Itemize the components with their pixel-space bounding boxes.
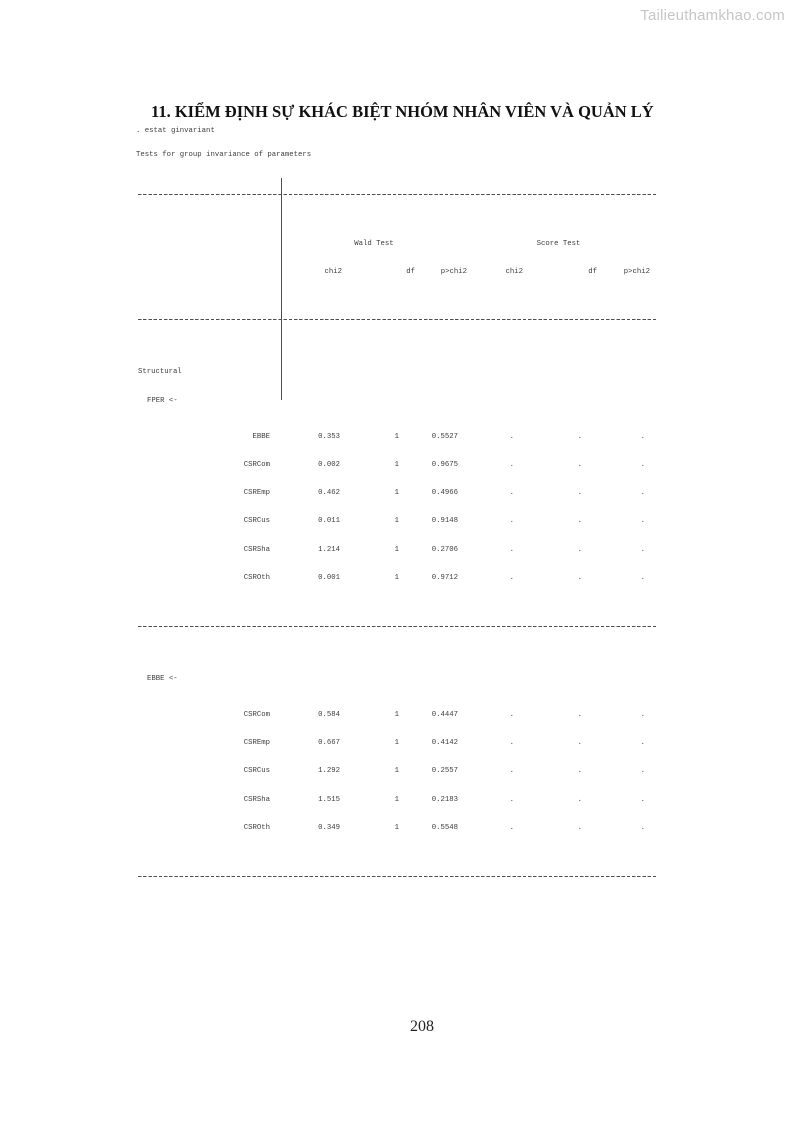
cell-score-p: . xyxy=(640,739,645,748)
cell-wald-p: 0.4142 xyxy=(431,739,458,748)
cell-wald-chi2: 0.462 xyxy=(318,489,340,498)
cell-wald-df: 1 xyxy=(394,767,399,776)
cell-wald-df: 1 xyxy=(394,517,399,526)
cell-wald-chi2: 0.349 xyxy=(318,823,340,832)
cell-wald-chi2: 0.002 xyxy=(318,460,340,469)
cell-score-p: . xyxy=(640,573,645,582)
cell-score-chi2: . xyxy=(509,573,514,582)
table-row xyxy=(138,459,658,471)
cell-score-df: . xyxy=(577,739,582,748)
cell-score-df: . xyxy=(577,545,582,554)
table-row xyxy=(138,709,658,721)
cell-wald-df: 1 xyxy=(394,795,399,804)
cell-score-p: . xyxy=(640,460,645,469)
table-bottom-rule xyxy=(138,876,658,877)
cell-wald-df: 1 xyxy=(394,739,399,748)
cell-score-df: . xyxy=(577,711,582,720)
cell-score-p: . xyxy=(640,711,645,720)
cell-wald-p: 0.2183 xyxy=(431,795,458,804)
cell-wald-chi2: 0.584 xyxy=(318,711,340,720)
equation-heading-row xyxy=(138,395,658,407)
cell-score-chi2: . xyxy=(509,823,514,832)
row-label: CSRSha xyxy=(243,795,270,804)
cell-wald-p: 0.2557 xyxy=(431,767,458,776)
row-label: CSREmp xyxy=(243,489,270,498)
cell-wald-p: 0.2706 xyxy=(431,545,458,554)
group-header-row xyxy=(138,238,658,250)
cell-wald-p: 0.4966 xyxy=(431,489,458,498)
table-row xyxy=(138,431,658,443)
cell-score-chi2: . xyxy=(509,795,514,804)
table-vertical-rule xyxy=(281,178,282,400)
row-label: EBBE xyxy=(252,432,270,441)
cell-wald-chi2: 1.515 xyxy=(318,795,340,804)
table-row xyxy=(138,737,658,749)
cell-score-chi2: . xyxy=(509,432,514,441)
page-number: 208 xyxy=(410,1018,434,1035)
cell-score-df: . xyxy=(577,517,582,526)
cell-score-p: . xyxy=(640,823,645,832)
cell-wald-p: 0.5548 xyxy=(431,823,458,832)
table-header xyxy=(138,219,658,295)
wald-test-group-header: Wald Test xyxy=(354,240,394,248)
table-row xyxy=(138,572,658,584)
cell-wald-df: 1 xyxy=(394,823,399,832)
column-header-wald-p: p>chi2 xyxy=(440,268,467,277)
column-header-score-chi2: chi2 xyxy=(505,268,523,277)
cell-score-chi2: . xyxy=(509,711,514,720)
cell-wald-chi2: 0.001 xyxy=(318,573,340,582)
equation-heading-row xyxy=(138,673,658,685)
cell-score-chi2: . xyxy=(509,489,514,498)
cell-score-chi2: . xyxy=(509,545,514,554)
cell-score-df: . xyxy=(577,795,582,804)
table-row xyxy=(138,794,658,806)
cell-score-df: . xyxy=(577,489,582,498)
cell-wald-chi2: 0.667 xyxy=(318,739,340,748)
site-watermark: Tailieuthamkhao.com xyxy=(640,7,785,24)
cell-wald-p: 0.9148 xyxy=(431,517,458,526)
row-label: CSRCus xyxy=(243,767,270,776)
row-label: CSRSha xyxy=(243,545,270,554)
row-label: CSREmp xyxy=(243,739,270,748)
cell-wald-df: 1 xyxy=(394,711,399,720)
cell-score-chi2: . xyxy=(509,739,514,748)
cell-wald-chi2: 0.353 xyxy=(318,432,340,441)
table-row xyxy=(138,515,658,527)
table-row xyxy=(138,822,658,834)
table-row xyxy=(138,544,658,556)
cell-score-p: . xyxy=(640,767,645,776)
column-header-wald-chi2: chi2 xyxy=(324,268,342,277)
row-label: CSRCom xyxy=(243,711,270,720)
section-heading-row xyxy=(138,366,658,378)
column-header-score-df: df xyxy=(588,268,597,277)
cell-score-df: . xyxy=(577,767,582,776)
column-header-score-p: p>chi2 xyxy=(623,268,650,277)
cell-score-p: . xyxy=(640,545,645,554)
table-row xyxy=(138,765,658,777)
section-heading: Structural xyxy=(138,368,182,377)
table-caption: Tests for group invariance of parameters xyxy=(136,151,312,159)
cell-score-p: . xyxy=(640,432,645,441)
header-separator-rule xyxy=(138,319,658,320)
cell-wald-p: 0.9675 xyxy=(431,460,458,469)
cell-score-df: . xyxy=(577,573,582,582)
cell-score-df: . xyxy=(577,460,582,469)
cell-wald-p: 0.4447 xyxy=(431,711,458,720)
section-separator-rule xyxy=(138,626,658,627)
cell-score-df: . xyxy=(577,432,582,441)
cell-score-chi2: . xyxy=(509,460,514,469)
row-label-header xyxy=(138,266,270,278)
cell-wald-df: 1 xyxy=(394,489,399,498)
cell-score-p: . xyxy=(640,795,645,804)
cell-score-p: . xyxy=(640,489,645,498)
row-label: CSRCus xyxy=(243,517,270,526)
row-label: CSRCom xyxy=(243,460,270,469)
cell-wald-p: 0.9712 xyxy=(431,573,458,582)
cell-wald-chi2: 0.011 xyxy=(318,517,340,526)
equation-heading-ebbe: EBBE <- xyxy=(147,674,178,683)
equation-heading-fper: FPER <- xyxy=(147,396,178,405)
group-invariance-table xyxy=(138,178,658,893)
table-top-rule xyxy=(138,194,658,195)
column-header-wald-df: df xyxy=(406,268,415,277)
cell-score-chi2: . xyxy=(509,767,514,776)
cell-wald-chi2: 1.292 xyxy=(318,767,340,776)
page-title: 11. KIỂM ĐỊNH SỰ KHÁC BIỆT NHÓM NHÂN VIÊN VÀ QUẢN LÝ xyxy=(151,102,654,122)
section-structural xyxy=(138,344,658,602)
cell-wald-df: 1 xyxy=(394,460,399,469)
score-test-group-header: Score Test xyxy=(536,240,581,248)
stata-command: . estat ginvariant xyxy=(136,127,215,135)
cell-wald-chi2: 1.214 xyxy=(318,545,340,554)
section-ebbe xyxy=(138,651,658,852)
cell-wald-df: 1 xyxy=(394,573,399,582)
row-label: CSROth xyxy=(243,823,270,832)
cell-wald-df: 1 xyxy=(394,545,399,554)
table-row xyxy=(138,487,658,499)
column-header-row xyxy=(138,266,658,278)
cell-score-p: . xyxy=(640,517,645,526)
cell-score-df: . xyxy=(577,823,582,832)
row-label: CSROth xyxy=(243,573,270,582)
cell-score-chi2: . xyxy=(509,517,514,526)
cell-wald-df: 1 xyxy=(394,432,399,441)
cell-wald-p: 0.5527 xyxy=(431,432,458,441)
